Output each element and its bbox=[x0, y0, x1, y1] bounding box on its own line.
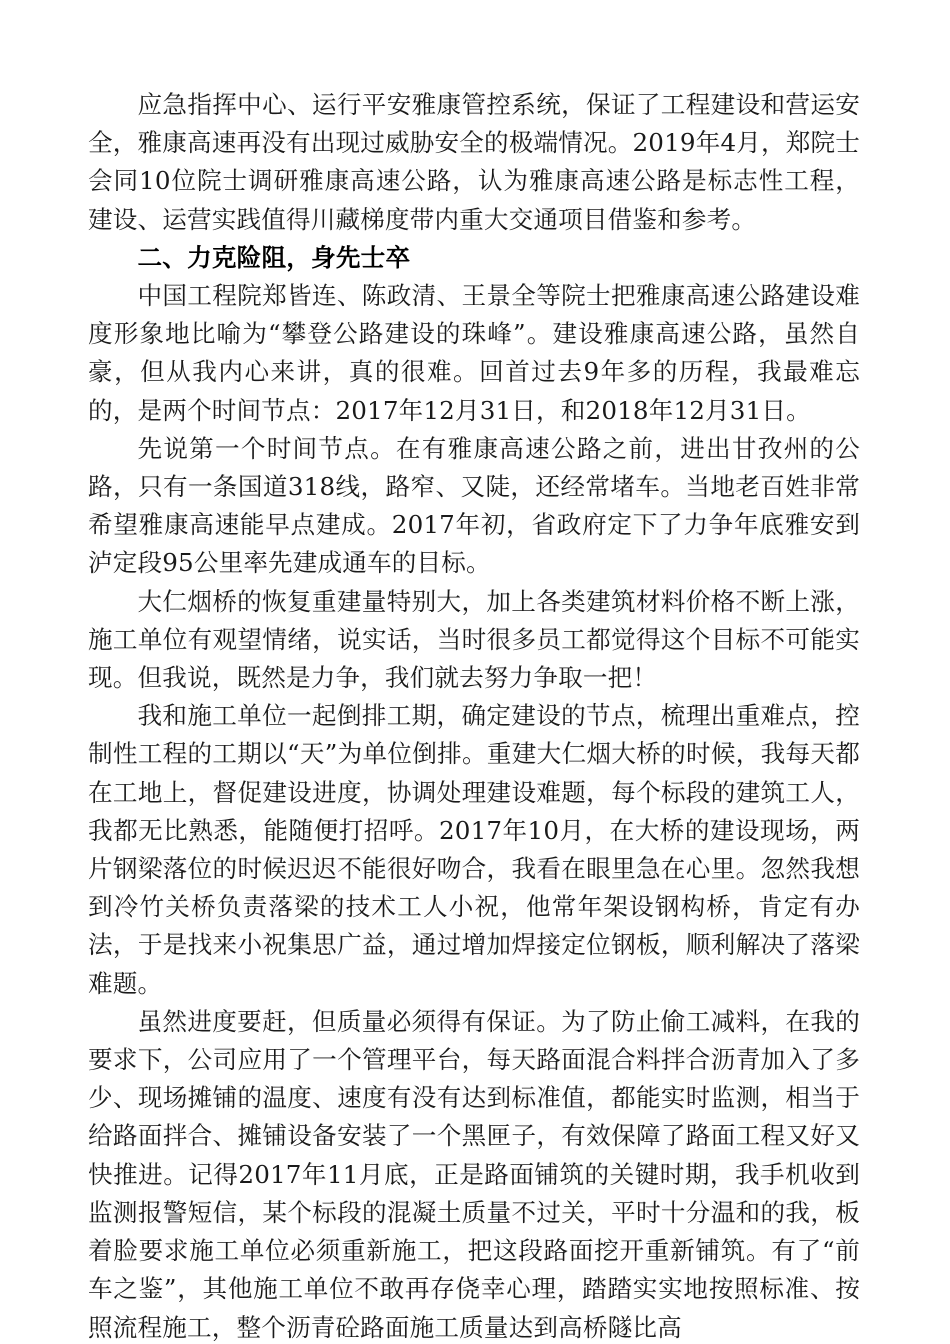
body-paragraph: 先说第一个时间节点。在有雅康高速公路之前，进出甘孜州的公路，只有一条国道318线，路窄、又陡，还经常堵车。当地老百姓非常希望雅康高速能早点建成。2017年初，省政府定下了力争年底雅安到泸定段95公里率先建成通车的目标。 bbox=[88, 433, 860, 578]
body-paragraph: 我和施工单位一起倒排工期，确定建设的节点，梳理出重难点，控制性工程的工期以“天”为单位倒排。重建大仁烟大桥的时候，我每天都在工地上，督促建设进度，协调处理建设难题，每个标段的建筑工人，我都无比熟悉，能随便打招呼。2017年10月，在大桥的建设现场，两片钢梁落位的时候迟迟不能很好吻合，我看在眼里急在心里。忽然我想到冷竹关桥负责落梁的技术工人小祝，他常年架设钢构桥，肯定有办法，于是找来小祝集思广益，通过增加焊接定位钢板，顺利解决了落梁难题。 bbox=[88, 701, 860, 998]
body-paragraph: 大仁烟桥的恢复重建量特别大，加上各类建筑材料价格不断上涨，施工单位有观望情绪，说实话，当时很多员工都觉得这个目标不可能实现。但我说，既然是力争，我们就去努力争取一把！ bbox=[88, 586, 860, 693]
section-heading: 二、力克险阻，身先士卒 bbox=[137, 242, 411, 272]
document-text-column bbox=[88, 86, 860, 1344]
body-paragraph: 中国工程院郑皆连、陈政清、王景全等院士把雅康高速公路建设难度形象地比喻为“攀登公路建设的珠峰”。建设雅康高速公路，虽然自豪，但从我内心来讲，真的很难。回首过去9年多的历程，我最难忘的，是两个时间节点：2017年12月31日，和2018年12月31日。 bbox=[88, 281, 860, 425]
body-paragraph: 虽然进度要赶，但质量必须得有保证。为了防止偷工减料，在我的要求下，公司应用了一个管理平台，每天路面混合料拌合沥青加入了多少、现场摊铺的温度、速度有没有达到标准值，都能实时监测，相当于给路面拌合、摊铺设备安装了一个黑匣子，有效保障了路面工程又好又快推进。记得2017年11月底，正是路面铺筑的关键时期，我手机收到监测报警短信，某个标段的混凝土质量不过关，平时十分温和的我，板着脸要求施工单位必须重新施工，把这段路面挖开重新铺筑。有了“前车之鉴”，其他施工单位不敢再存侥幸心理，踏踏实实地按照标准、按照流程施工，整个沥青砼路面施工质量达到高桥隧比高 bbox=[88, 1006, 860, 1342]
body-paragraph: 应急指挥中心、运行平安雅康管控系统，保证了工程建设和营运安全，雅康高速再没有出现过威胁安全的极端情况。2019年4月，郑院士会同10位院士调研雅康高速公路，认为雅康高速公路是标志性工程，建设、运营实践值得川藏梯度带内重大交通项目借鉴和参考。 bbox=[88, 90, 860, 234]
